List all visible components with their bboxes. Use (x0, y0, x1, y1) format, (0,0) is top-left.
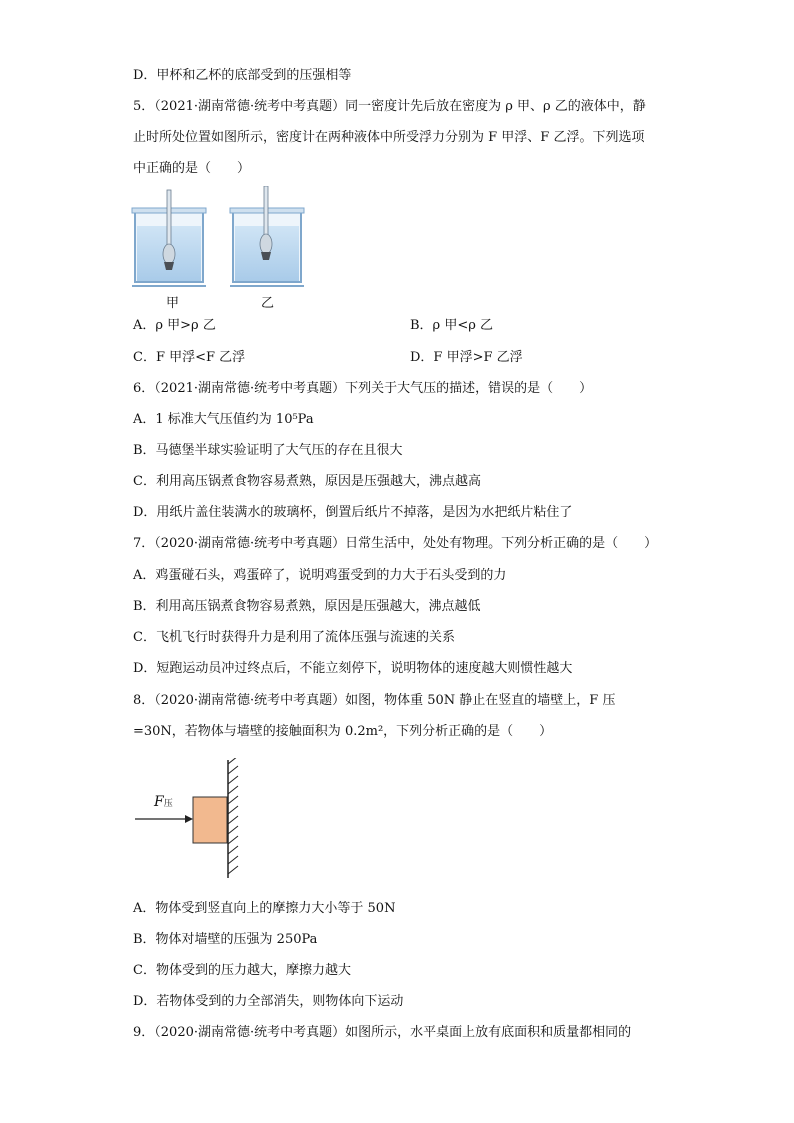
beaker-right (230, 186, 304, 286)
q5-stem-line-3: 中正确的是（ ） (133, 161, 251, 176)
q5-stem-line-1: 5．（2021·湖南常德·统考中考真题）同一密度计先后放在密度为 ρ 甲、ρ 乙的液体中，静 (133, 99, 646, 114)
q6-stem: 6．（2021·湖南常德·统考中考真题）下列关于大气压的描述，错误的是（ ） (133, 381, 593, 396)
q6-option-b: B．马德堡半球实验证明了大气压的存在且很大 (133, 443, 403, 458)
q9-stem-line-1: 9．（2020·湖南常德·统考中考真题）如图所示，水平桌面上放有底面积和质量都相同的 (133, 1025, 632, 1040)
q7-stem: 7．（2020·湖南常德·统考中考真题）日常生活中，处处有物理。下列分析正确的是（ ） (133, 536, 658, 551)
q5-option-b: B．ρ 甲<ρ 乙 (410, 318, 493, 333)
q8-option-b: B．物体对墙壁的压强为 250Pa (133, 932, 318, 947)
q7-option-b: B．利用高压锅煮食物容易煮熟，原因是压强越大，沸点越低 (133, 599, 481, 614)
q7-option-a: A．鸡蛋碰石头，鸡蛋碎了，说明鸡蛋受到的力大于石头受到的力 (133, 568, 507, 583)
q5-option-d: D．F 甲浮>F 乙浮 (410, 350, 523, 365)
q5-label-right: 乙 (261, 296, 275, 311)
q7-option-c: C．飞机飞行时获得升力是利用了流体压强与流速的关系 (133, 630, 455, 645)
q5-option-c: C．F 甲浮<F 乙浮 (133, 350, 246, 365)
force-subscript: 压 (163, 799, 173, 809)
q5-label-left: 甲 (166, 296, 180, 311)
q6-option-a: A．1 标准大气压值约为 10⁵Pa (133, 412, 314, 427)
q8-force-label (154, 794, 173, 810)
q5-hydrometer-figure (130, 186, 310, 294)
q6-option-c: C．利用高压锅煮食物容易煮熟，原因是压强越大，沸点越高 (133, 474, 481, 489)
q7-option-d: D．短跑运动员冲过终点后，不能立刻停下，说明物体的速度越大则惯性越大 (133, 661, 573, 676)
q8-option-c: C．物体受到的压力越大，摩擦力越大 (133, 963, 351, 978)
q8-option-a: A．物体受到竖直向上的摩擦力大小等于 50N (133, 901, 396, 916)
beaker-left (132, 190, 206, 286)
q4-option-d: D．甲杯和乙杯的底部受到的压强相等 (133, 68, 352, 83)
force-symbol: F (154, 794, 164, 810)
q8-option-d: D．若物体受到的力全部消失，则物体向下运动 (133, 994, 404, 1009)
q5-stem-line-2: 止时所处位置如图所示，密度计在两种液体中所受浮力分别为 F 甲浮、F 乙浮。下列选项 (133, 130, 645, 145)
q5-option-a: A．ρ 甲>ρ 乙 (133, 318, 216, 333)
q6-option-d: D．用纸片盖住装满水的玻璃杯，倒置后纸片不掉落，是因为水把纸片粘住了 (133, 505, 573, 520)
q8-stem-line-2: =30N，若物体与墙壁的接触面积为 0.2m²，下列分析正确的是（ ） (133, 724, 553, 739)
q8-wall-block-figure (130, 758, 250, 882)
q8-stem-line-1: 8．（2020·湖南常德·统考中考真题）如图，物体重 50N 静止在竖直的墙壁上，F 压 (133, 693, 616, 708)
